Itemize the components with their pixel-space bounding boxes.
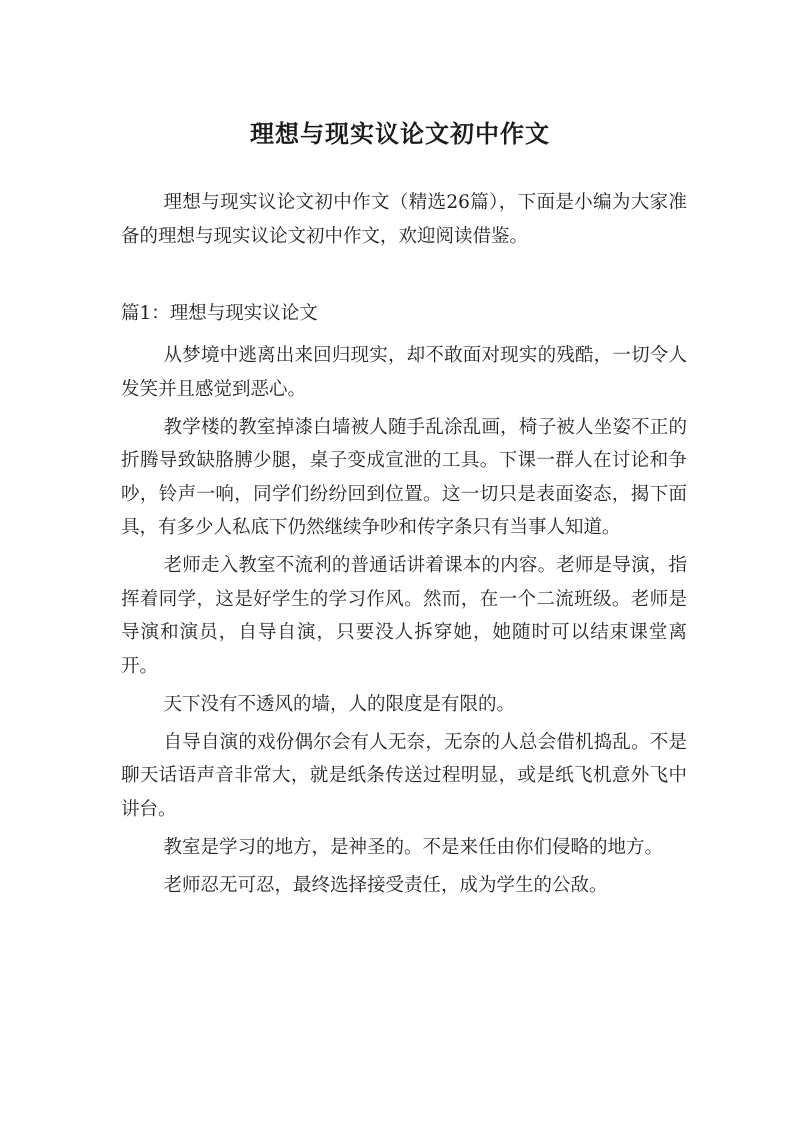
body-paragraph: 从梦境中逃离出来回归现实，却不敢面对现实的残酷，一切令人发笑并且感觉到恶心。	[121, 345, 687, 400]
body-paragraph: 教学楼的教室掉漆白墙被人随手乱涂乱画，椅子被人坐姿不正的折腾导致缺胳膊少腿，桌子变成宣泄的工具。下课一群人在讨论和争吵，铃声一响，同学们纷纷回到位置。这一切只是表面姿态，揭下面具，有多少人私底下仍然继续争吵和传字条只有当事人知道。	[121, 416, 687, 538]
section-heading: 篇1：理想与现实议论文	[121, 303, 318, 324]
document-title: 理想与现实议论文初中作文	[250, 119, 550, 149]
body-paragraph: 天下没有不透风的墙，人的限度是有限的。	[163, 693, 516, 715]
intro-paragraph: 理想与现实议论文初中作文（精选26篇），下面是小编为大家准备的理想与现实议论文初中作文，欢迎阅读借鉴。	[121, 192, 687, 247]
body-paragraph: 教室是学习的地方，是神圣的。不是来任由你们侵略的地方。	[163, 836, 664, 858]
body-paragraph: 老师走入教室不流利的普通话讲着课本的内容。老师是导演，指挥着同学，这是好学生的学习作风。然而，在一个二流班级。老师是导演和演员，自导自演，只要没人拆穿她，她随时可以结束课堂离开。	[121, 555, 687, 677]
body-paragraph: 自导自演的戏份偶尔会有人无奈，无奈的人总会借机捣乱。不是聊天话语声音非常大，就是纸条传送过程明显，或是纸飞机意外飞中讲台。	[121, 731, 687, 820]
body-paragraph: 老师忍无可忍，最终选择接受责任，成为学生的公敌。	[163, 874, 608, 896]
article-body	[121, 339, 687, 907]
